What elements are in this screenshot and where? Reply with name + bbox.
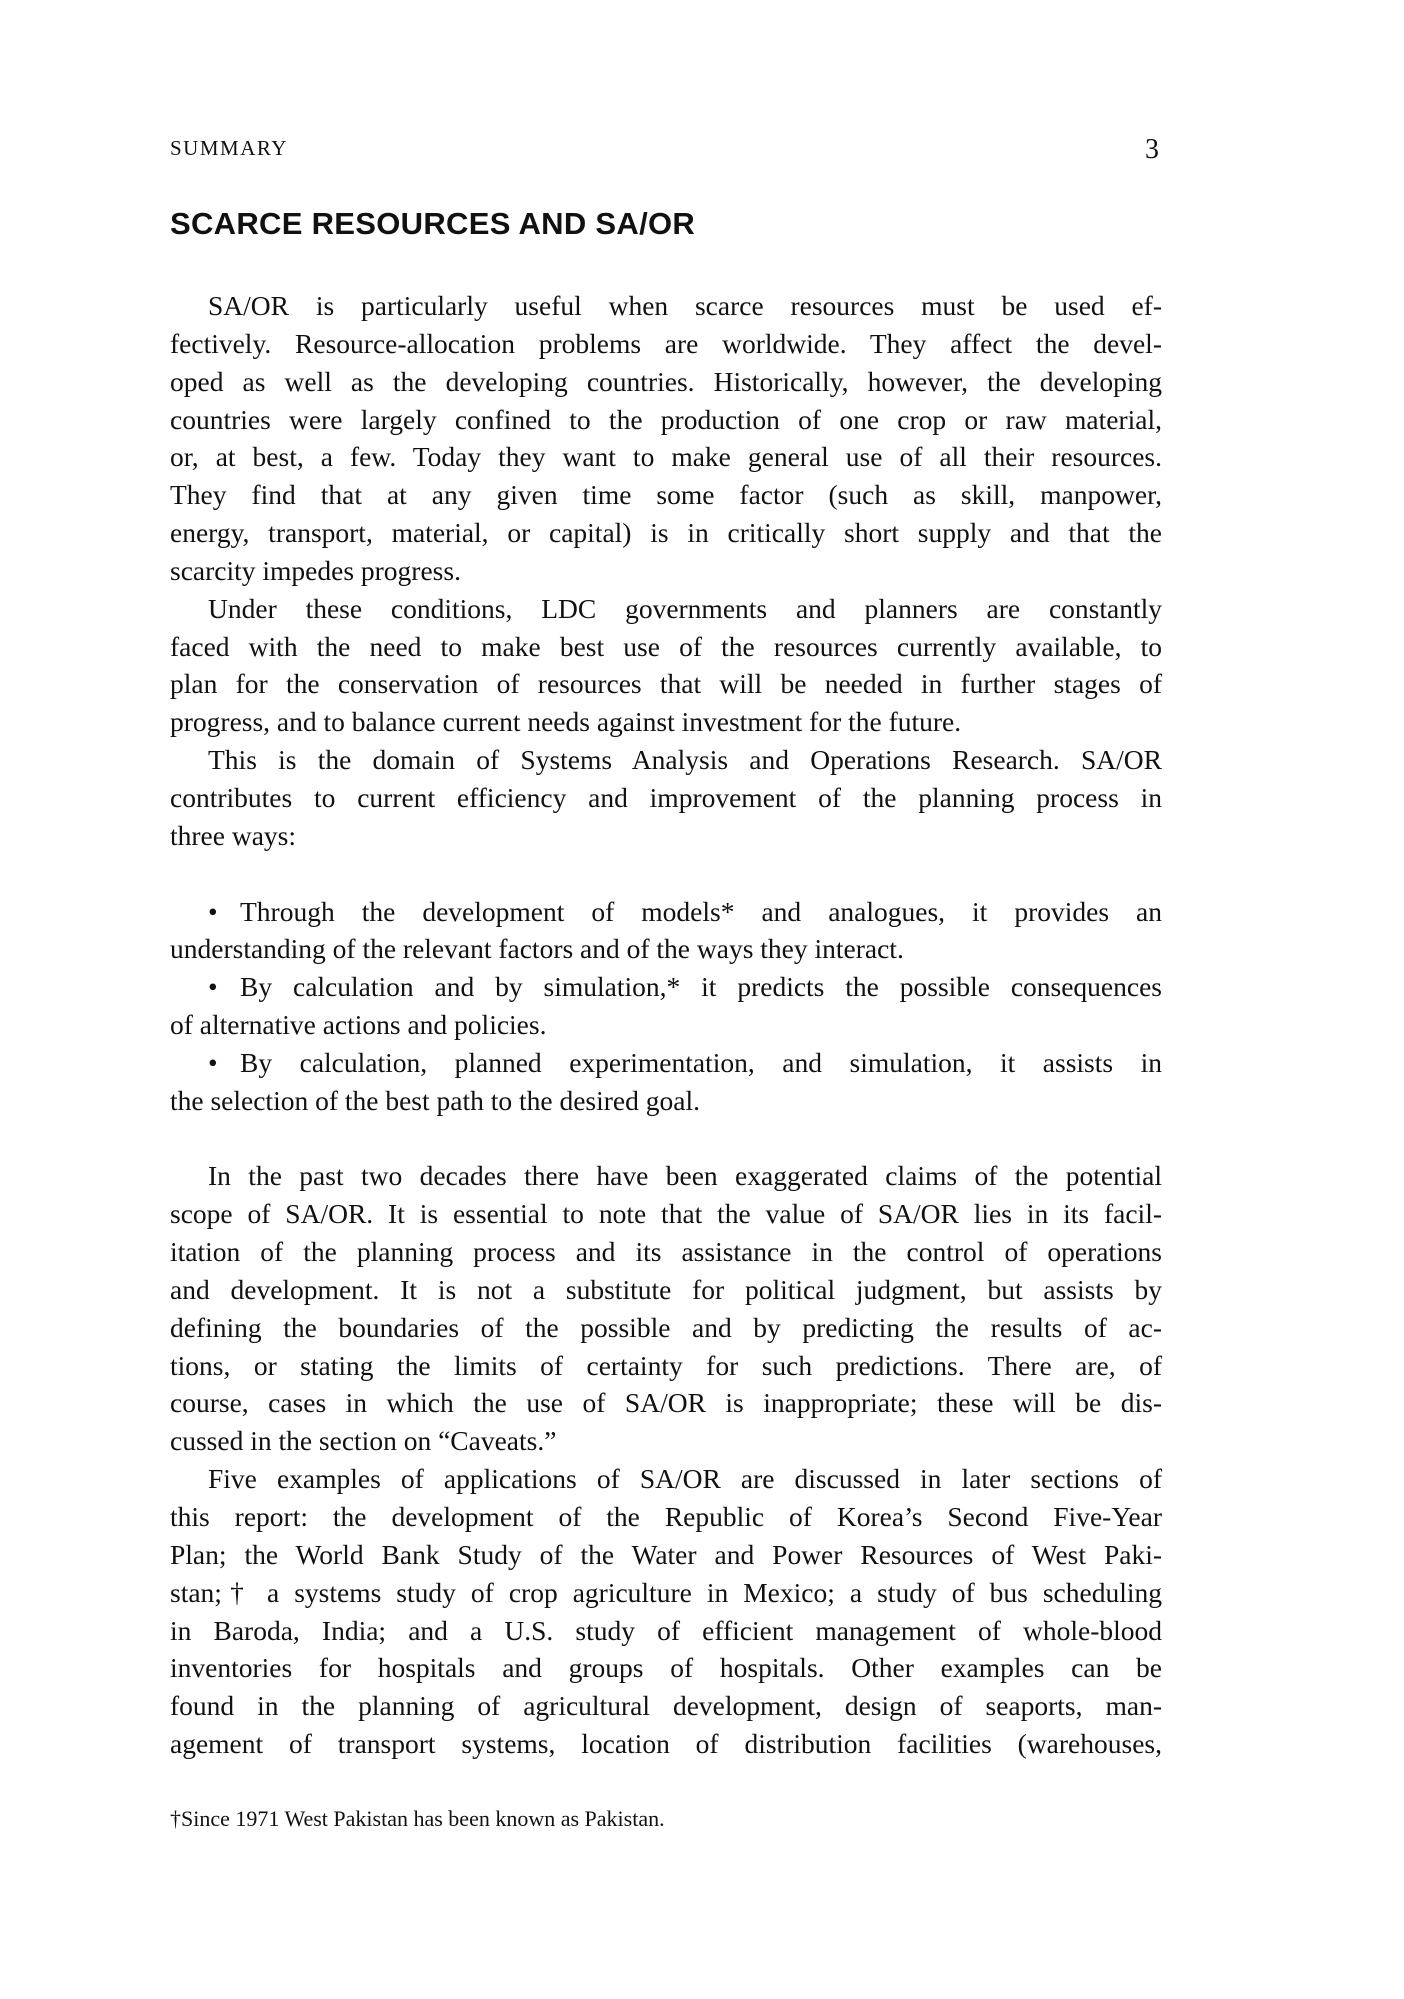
text-line (170, 779, 1162, 817)
line-text: defining the boundaries of the possible and by predicting the results of ac- (170, 1311, 1162, 1343)
line-text: and development. It is not a substitute for political judgment, but assists by (170, 1273, 1162, 1305)
line-text: They find that at any given time some factor (such as skill, manpower, (170, 479, 1162, 511)
text-line (170, 438, 1162, 476)
line-text: of alternative actions and policies. (170, 1009, 547, 1041)
text-line (170, 1233, 1162, 1271)
line-text: in Baroda, India; and a U.S. study of efficient management of whole-blood (170, 1614, 1162, 1646)
spacer (170, 855, 1162, 893)
text-line (170, 1271, 1162, 1309)
line-text: SA/OR is particularly useful when scarce resources must be used ef- (208, 290, 1162, 321)
line-text: or, at best, a few. Today they want to make general use of all their resources. (170, 441, 1162, 473)
line-text: the selection of the best path to the desired goal. (170, 1084, 700, 1116)
line-text: three ways: (170, 819, 296, 851)
line-text: fectively. Resource-allocation problems are worldwide. They affect the devel- (170, 327, 1162, 359)
line-text: tions, or stating the limits of certainty for such predictions. There are, of (170, 1349, 1162, 1381)
line-text: Under these conditions, LDC governments and planners are constantly (208, 592, 1162, 624)
bullet-item (170, 893, 1162, 969)
text-line (170, 1498, 1162, 1536)
line-text: scarcity impedes progress. (170, 554, 461, 586)
line-text: faced with the need to make best use of the resources currently available, to (170, 630, 1162, 662)
line-text: energy, transport, material, or capital) is in critically short supply and that the (170, 517, 1162, 549)
bullet-icon: • (208, 971, 218, 1003)
spacer (170, 1120, 1162, 1158)
line-text: countries were largely confined to the production of one crop or raw material, (170, 403, 1162, 435)
text-line (170, 1725, 1162, 1763)
line-text: agement of transport systems, location of distribution facilities (warehouses, (170, 1728, 1162, 1760)
line-text: understanding of the relevant factors and of the ways they interact. (170, 933, 904, 965)
text-line (170, 1649, 1162, 1687)
text-line (170, 1422, 1162, 1460)
bullet-item (170, 1044, 1162, 1120)
text-line (170, 1460, 1162, 1498)
text-line (170, 552, 1162, 590)
text-line (170, 1612, 1162, 1650)
footnote: †Since 1971 West Pakistan has been known as Pakistan. (170, 1806, 665, 1831)
text-line (170, 590, 1162, 628)
text-line (170, 703, 1162, 741)
text-line (170, 817, 1162, 855)
text-line (170, 665, 1162, 703)
line-text: This is the domain of Systems Analysis and Operations Research. SA/OR (208, 744, 1162, 776)
text-line (170, 476, 1162, 514)
paragraph (170, 741, 1162, 855)
text-line (170, 930, 1162, 968)
paragraph (170, 1157, 1162, 1460)
line-text: Plan; the World Bank Study of the Water and Power Resources of West Paki- (170, 1538, 1162, 1570)
bullet-item (170, 968, 1162, 1044)
line-text: stan;† a systems study of crop agriculture in Mexico; a study of bus scheduling (170, 1576, 1162, 1608)
text-line (170, 1157, 1162, 1195)
text-line (170, 1347, 1162, 1385)
line-text: itation of the planning process and its assistance in the control of operations (170, 1236, 1162, 1268)
line-text: Five examples of applications of SA/OR are discussed in later sections of (208, 1463, 1162, 1495)
text-line (170, 628, 1162, 666)
text-line (170, 1006, 1162, 1044)
text-line (170, 1044, 1162, 1082)
paragraph (170, 287, 1162, 590)
text-line (170, 514, 1162, 552)
line-text: inventories for hospitals and groups of hospitals. Other examples can be (170, 1652, 1162, 1684)
text-line (170, 1536, 1162, 1574)
line-text: contributes to current efficiency and improvement of the planning process in (170, 781, 1162, 813)
line-text: By calculation, planned experimentation, and simulation, it assists in (240, 1046, 1162, 1078)
text-line (170, 741, 1162, 779)
line-text: oped as well as the developing countries. Historically, however, the developing (170, 365, 1162, 397)
line-text: By calculation and by simulation,* it predicts the possible consequences (240, 971, 1162, 1003)
bullet-icon: • (208, 895, 218, 927)
text-line (170, 1574, 1162, 1612)
line-text: found in the planning of agricultural development, design of seaports, man- (170, 1690, 1162, 1722)
text-line (170, 325, 1162, 363)
text-line (170, 401, 1162, 439)
text-line (170, 1195, 1162, 1233)
text-line (170, 363, 1162, 401)
paragraph (170, 1460, 1162, 1763)
line-text: cussed in the section on “Caveats.” (170, 1425, 557, 1457)
text-line (170, 893, 1162, 931)
text-line (170, 968, 1162, 1006)
text-line (170, 1309, 1162, 1347)
page-number: 3 (1145, 134, 1159, 165)
text-line (170, 287, 1162, 325)
line-text: scope of SA/OR. It is essential to note that the value of SA/OR lies in its facil- (170, 1198, 1162, 1230)
text-line (170, 1384, 1162, 1422)
running-header: SUMMARY (170, 136, 288, 160)
line-text: this report: the development of the Republic of Korea’s Second Five-Year (170, 1501, 1162, 1532)
text-line (170, 1082, 1162, 1120)
bullet-icon: • (208, 1046, 218, 1078)
line-text: In the past two decades there have been exaggerated claims of the potential (208, 1160, 1162, 1192)
line-text: course, cases in which the use of SA/OR is inappropriate; these will be dis- (170, 1387, 1162, 1419)
section-title: SCARCE RESOURCES AND SA/OR (170, 206, 696, 241)
line-text: Through the development of models* and analogues, it provides an (240, 895, 1162, 927)
line-text: plan for the conservation of resources that will be needed in further stages of (170, 668, 1162, 700)
body-text (170, 287, 1162, 1763)
line-text: progress, and to balance current needs against investment for the future. (170, 706, 962, 738)
paragraph (170, 590, 1162, 741)
text-line (170, 1687, 1162, 1725)
